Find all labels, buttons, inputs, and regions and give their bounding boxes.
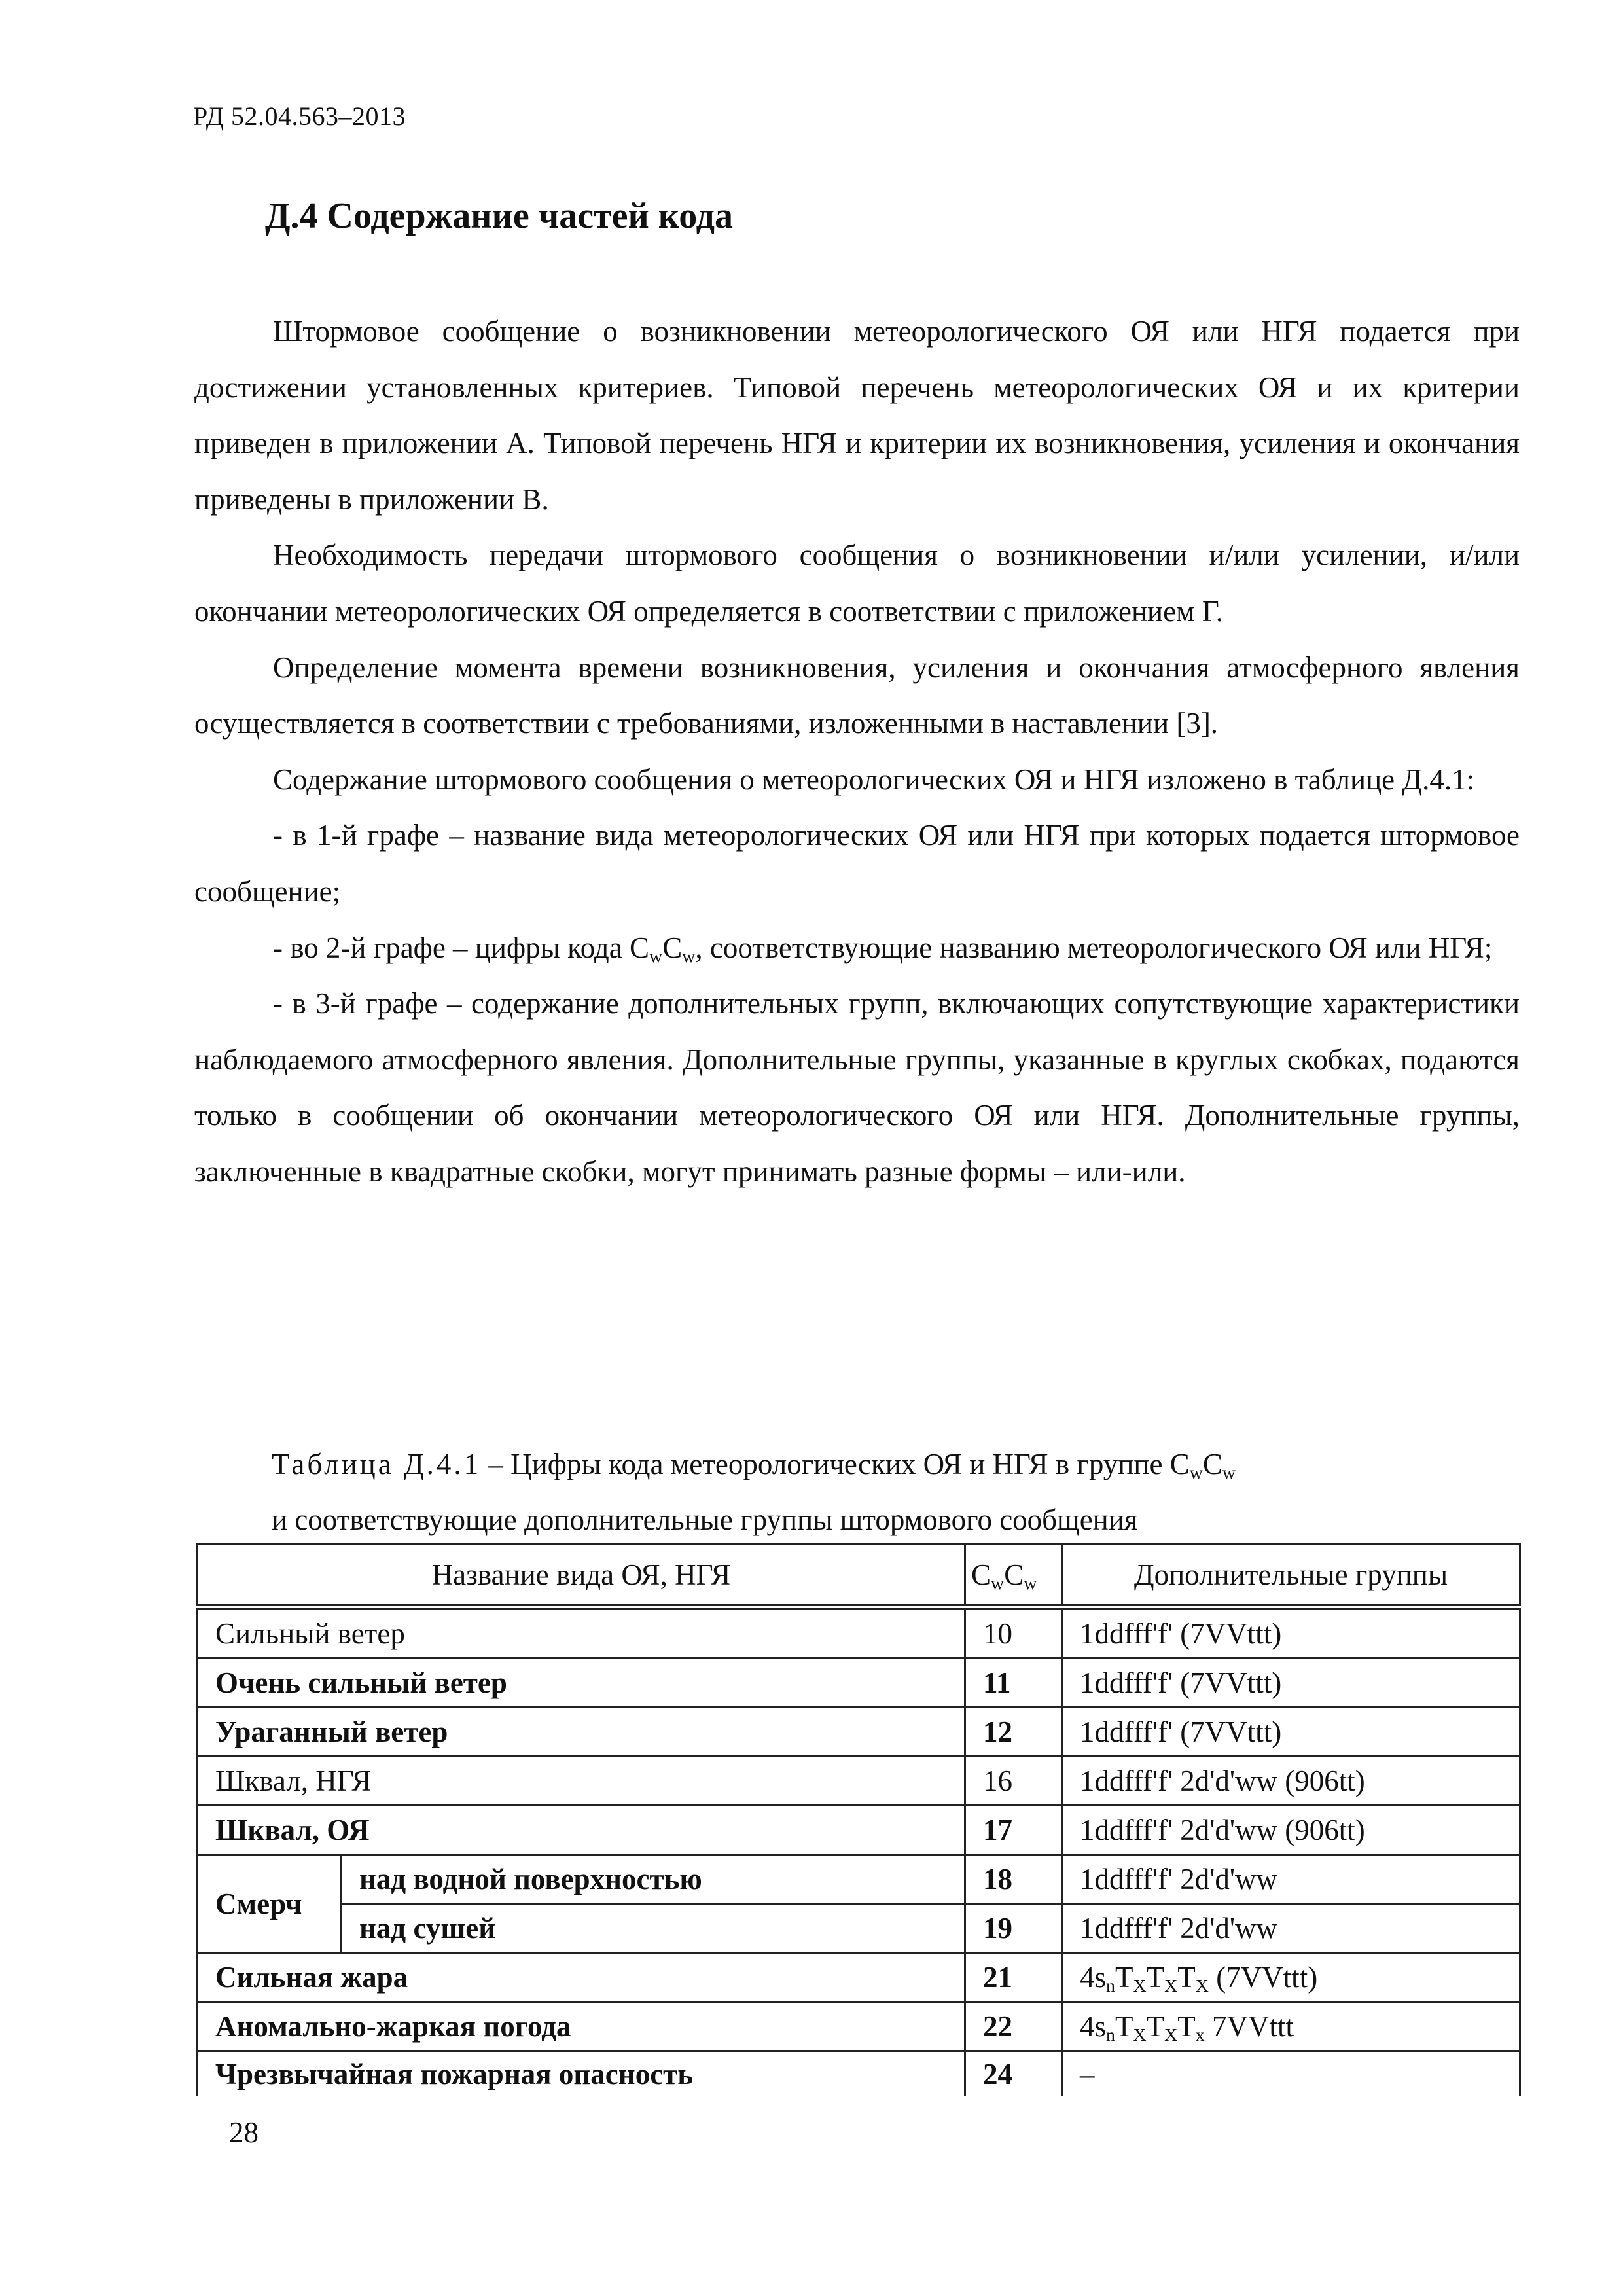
phenomenon-name: Ураганный ветер [198,1708,965,1757]
phenomenon-name: Шквал, НГЯ [198,1757,965,1806]
code-cell: 19 [965,1904,1062,1953]
text-fragment: C [662,931,683,964]
table-row [198,1855,1520,1904]
subscript: X [1164,2024,1178,2045]
code-table [196,1543,1521,2096]
groups-cell [1062,1953,1520,2002]
code-cell: 11 [965,1659,1062,1708]
subscript: w [1189,1462,1203,1483]
list-item [194,920,1520,977]
text-fragment: - во 2-й графе – цифры кода C [273,931,650,964]
subscript: w [991,1573,1005,1594]
phenomenon-name: Сильная жара [198,1953,965,2002]
caption-text: C [1202,1448,1222,1480]
table-caption [272,1437,1236,1548]
table-row [198,1607,1520,1659]
groups-cell: 1ddfff'f' (7VVttt) [1062,1708,1520,1757]
code-cell: 16 [965,1757,1062,1806]
code-cell: 10 [965,1607,1062,1659]
caption-line-2: и соответствующие дополнительные группы штормового сообщения [272,1503,1138,1536]
groups-cell [1062,2002,1520,2051]
table-row [198,1757,1520,1806]
text-fragment: T [1146,1961,1165,1994]
table-row [198,1659,1520,1708]
header-name: Название вида ОЯ, НГЯ [198,1545,965,1607]
text-fragment: T [1115,1961,1133,1994]
groups-cell: 1ddfff'f' 2d'd'ww [1062,1855,1520,1904]
groups-cell: 1ddfff'f' 2d'd'ww (906tt) [1062,1806,1520,1855]
phenomenon-name: Очень сильный ветер [198,1659,965,1708]
header-groups: Дополнительные группы [1062,1545,1520,1607]
groups-cell: 1ddfff'f' (7VVttt) [1062,1607,1520,1659]
header-code [965,1545,1062,1607]
caption-text: – Цифры кода метеорологических ОЯ и НГЯ в группе C [481,1448,1190,1480]
page-number: 28 [229,2116,259,2149]
subscript: n [1106,2024,1115,2045]
text-fragment: , соответствующие названию метеорологического ОЯ или НГЯ; [695,931,1493,964]
phenomenon-name: Чрезвычайная пожарная опасность [198,2051,965,2097]
table-row [198,1953,1520,2002]
subscript: X [1133,1975,1147,1996]
code-cell: 12 [965,1708,1062,1757]
body-text [194,304,1520,1200]
text-fragment: T [1177,2010,1196,2043]
section-heading: Д.4 Содержание частей кода [265,196,733,236]
text-fragment: 4s [1080,1961,1107,1994]
subscript: w [1222,1462,1236,1483]
text-fragment: (7VVttt) [1208,1961,1318,1994]
paragraph: Штормовое сообщение о возникновении метеорологического ОЯ или НГЯ подается при достижении установленных критериев. Типовой перечень метеорологических ОЯ и их критерии приведен в приложении А. Типовой перечень НГЯ и критерии их возникновения, усиления и окончания приведены в приложении В. [194,315,1520,516]
code-cell: 24 [965,2051,1062,2097]
phenomenon-name: Аномально-жаркая погода [198,2002,965,2051]
code-cell: 17 [965,1806,1062,1855]
list-item: - в 3-й графе – содержание дополнительных групп, включающих сопутствующие характеристики наблюдаемого атмосферного явления. Дополнительные группы, указанные в круглых скобках, подаются только в сообщении об окончании метеорологического ОЯ или НГЯ. Дополнительные группы, заключенные в квадратные скобки, могут принимать разные формы – или-или. [194,987,1520,1188]
subscript: X [1133,2024,1147,2045]
list-item: - в 1-й графе – название вида метеорологических ОЯ или НГЯ при которых подается штормовое сообщение; [194,819,1520,908]
table-row [198,2051,1520,2097]
table-row [198,1904,1520,1953]
text-fragment: T [1146,2010,1165,2043]
table-row [198,1708,1520,1757]
text-fragment: 4s [1080,2010,1107,2043]
phenomenon-name: Сильный ветер [198,1607,965,1659]
table-row [198,2002,1520,2051]
smerch-label: Смерч [198,1855,342,1953]
subscript: w [649,946,663,967]
subscript: X [1164,1975,1178,1996]
groups-cell: 1ddfff'f' 2d'd'ww (906tt) [1062,1757,1520,1806]
code-cell: 21 [965,1953,1062,2002]
text-fragment: T [1177,1961,1196,1994]
subscript: w [1024,1573,1037,1594]
caption-label: Таблица Д.4.1 [272,1448,482,1480]
paragraph: Необходимость передачи штормового сообщения о возникновении и/или усилении, и/или окончании метеорологических ОЯ определяется в соответствии с приложением Г. [194,539,1520,628]
document-code: РД 52.04.563–2013 [193,101,406,131]
phenomenon-subname: над водной поверхностью [342,1855,965,1904]
phenomenon-subname: над сушей [342,1904,965,1953]
groups-cell: – [1062,2051,1520,2097]
caption-line-1 [272,1437,1236,1492]
subscript: n [1106,1975,1115,1996]
subscript: X [1195,1975,1209,1996]
groups-cell: 1ddfff'f' (7VVttt) [1062,1659,1520,1708]
code-cell: 18 [965,1855,1062,1904]
text-fragment: C [971,1558,991,1591]
text-fragment: 7VVttt [1204,2010,1294,2043]
text-fragment: T [1115,2010,1133,2043]
code-cell: 22 [965,2002,1062,2051]
paragraph: Содержание штормового сообщения о метеорологических ОЯ и НГЯ изложено в таблице Д.4.1: [273,762,1475,796]
groups-cell: 1ddfff'f' 2d'd'ww [1062,1904,1520,1953]
table-row [198,1806,1520,1855]
subscript: x [1195,2024,1205,2045]
phenomenon-name: Шквал, ОЯ [198,1806,965,1855]
text-fragment: C [1004,1558,1024,1591]
subscript: w [682,946,696,967]
table-header-row [198,1545,1520,1607]
paragraph: Определение момента времени возникновения, усиления и окончания атмосферного явления осуществляется в соответствии с требованиями, изложенными в наставлении [3]. [194,651,1520,740]
